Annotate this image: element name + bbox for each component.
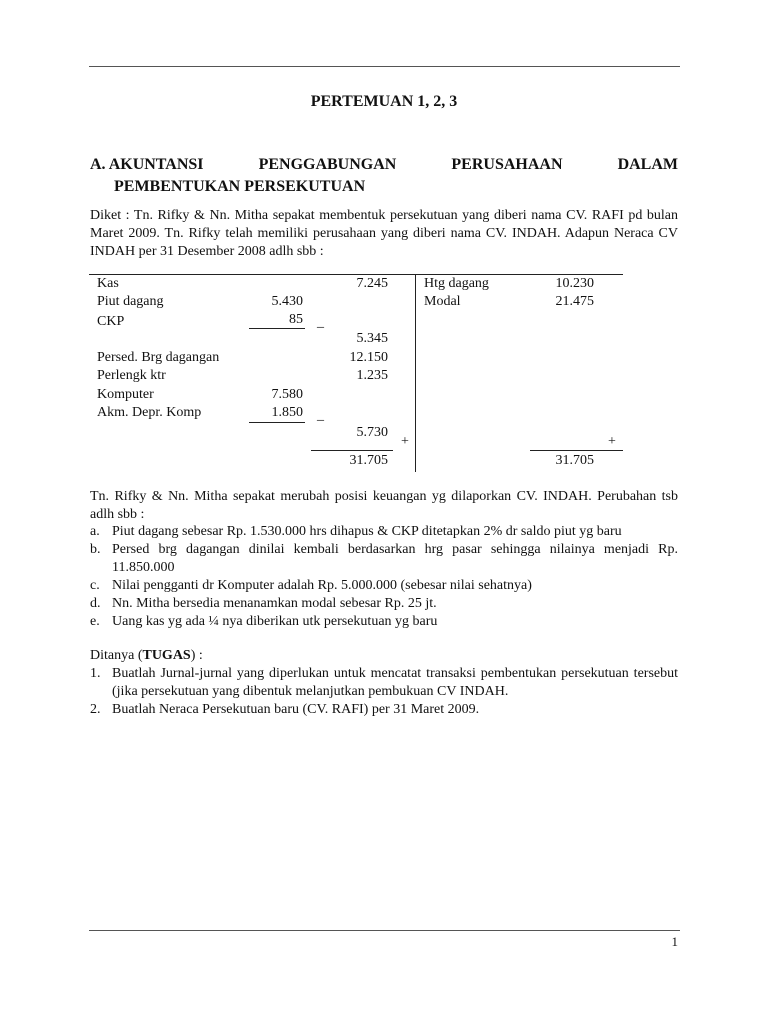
- label-piut-dagang: Piut dagang: [97, 294, 164, 309]
- label-ckp: CKP: [97, 314, 125, 329]
- value-perlengkapan: 1.235: [356, 368, 388, 383]
- ckp-minus-sign: _: [317, 315, 324, 330]
- list-marker: a.: [90, 524, 100, 539]
- value-total-pasiva: 31.705: [555, 453, 594, 468]
- heading-word-1: [90, 156, 204, 178]
- balance-divider: [415, 274, 416, 472]
- label-modal: Modal: [424, 294, 461, 309]
- value-kas: 7.245: [356, 276, 388, 291]
- label-perlengkapan: Perlengk ktr: [97, 368, 166, 383]
- list-item: [90, 523, 678, 541]
- intro-paragraph: Diket : Tn. Rifky & Nn. Mitha sepakat membentuk persekutuan yang diberi nama CV. RAFI pd bulan Maret 2009. Tn. Rifky telah memiliki perusahaan yang diberi nama CV. INDAH. Adapun Neraca CV INDAH per 31 Desember 2008 adlh sbb :: [90, 208, 678, 259]
- value-ckp: 85: [289, 312, 303, 327]
- page-number: 1: [671, 934, 678, 949]
- value-total-aktiva: 31.705: [349, 453, 388, 468]
- value-net-komputer: 5.730: [356, 425, 388, 440]
- list-marker: 2.: [90, 702, 101, 717]
- changes-list: [90, 523, 678, 631]
- ditanya-tugas: TUGAS: [142, 648, 191, 663]
- ckp-underline: [249, 328, 305, 329]
- list-marker: e.: [90, 614, 100, 629]
- list-marker: b.: [90, 542, 101, 557]
- label-komputer: Komputer: [97, 387, 154, 402]
- heading-word-3: PERUSAHAAN: [451, 156, 563, 173]
- label-kas: Kas: [97, 276, 119, 291]
- list-item: [90, 613, 678, 631]
- list-item: [90, 595, 678, 613]
- ditanya-prefix: Ditanya (: [90, 648, 143, 663]
- list-marker: c.: [90, 578, 100, 593]
- right-total-rule: [530, 450, 623, 451]
- list-item: [90, 701, 678, 719]
- list-item: [90, 541, 678, 577]
- value-persediaan: 12.150: [349, 350, 388, 365]
- right-plus-sign: +: [608, 434, 616, 449]
- value-net-receivable: 5.345: [356, 331, 388, 346]
- list-text: Buatlah Neraca Persekutuan baru (CV. RAFI) per 31 Maret 2009.: [112, 702, 480, 717]
- value-modal: 21.475: [555, 294, 594, 309]
- heading-letter: A.: [90, 156, 106, 173]
- list-text: Uang kas yg ada ¼ nya diberikan utk persekutuan yg baru: [112, 614, 438, 629]
- label-persediaan: Persed. Brg dagangan: [97, 350, 220, 365]
- changes-intro: Tn. Rifky & Nn. Mitha sepakat merubah posisi keuangan yg dilaporkan CV. INDAH. Perubahan tsb adlh sbb :: [90, 489, 678, 522]
- list-item: [90, 665, 678, 701]
- list-text: Piut dagang sebesar Rp. 1.530.000 hrs dihapus & CKP ditetapkan 2% dr saldo piut yg baru: [112, 524, 622, 539]
- footer-rule: [89, 930, 680, 931]
- heading-word-2: PENGGABUNGAN: [258, 156, 397, 173]
- value-komputer: 7.580: [271, 387, 303, 402]
- heading-word-akuntansi: AKUNTANSI: [108, 156, 204, 173]
- balance-top-rule: [89, 274, 623, 275]
- value-akm-depr: 1.850: [271, 405, 303, 420]
- list-text: Nn. Mitha bersedia menanamkan modal sebesar Rp. 25 jt.: [112, 596, 437, 611]
- akm-minus-sign: _: [317, 408, 324, 423]
- heading-word-4: DALAM: [617, 156, 678, 173]
- left-plus-sign: +: [401, 434, 409, 449]
- tasks-list: [90, 665, 678, 719]
- ditanya-suffix: ) :: [190, 648, 203, 663]
- heading-line-2: PEMBENTUKAN PERSEKUTUAN: [114, 178, 366, 195]
- akm-underline: [249, 422, 305, 423]
- list-text: Nilai pengganti dr Komputer adalah Rp. 5.000.000 (sebesar nilai sehatnya): [112, 578, 532, 593]
- page-title: PERTEMUAN 1, 2, 3: [310, 93, 458, 110]
- left-total-rule: [311, 450, 393, 451]
- list-text: Buatlah Jurnal-jurnal yang diperlukan untuk mencatat transaksi pembentukan persekutuan tersebut (jika persekutuan yang dibentuk melanjutkan pembukuan CV INDAH.: [112, 666, 678, 699]
- header-rule: [89, 66, 680, 67]
- list-marker: d.: [90, 596, 101, 611]
- list-marker: 1.: [90, 666, 101, 681]
- label-htg-dagang: Htg dagang: [424, 276, 489, 291]
- ditanya-line: [90, 647, 678, 665]
- label-akm-depr: Akm. Depr. Komp: [97, 405, 202, 420]
- list-item: [90, 577, 678, 595]
- value-piut-dagang: 5.430: [271, 294, 303, 309]
- section-heading: [90, 156, 678, 200]
- value-htg-dagang: 10.230: [555, 276, 594, 291]
- list-text: Persed brg dagangan dinilai kembali berdasarkan hrg pasar sehingga nilainya menjadi Rp. 11.850.000: [112, 542, 678, 575]
